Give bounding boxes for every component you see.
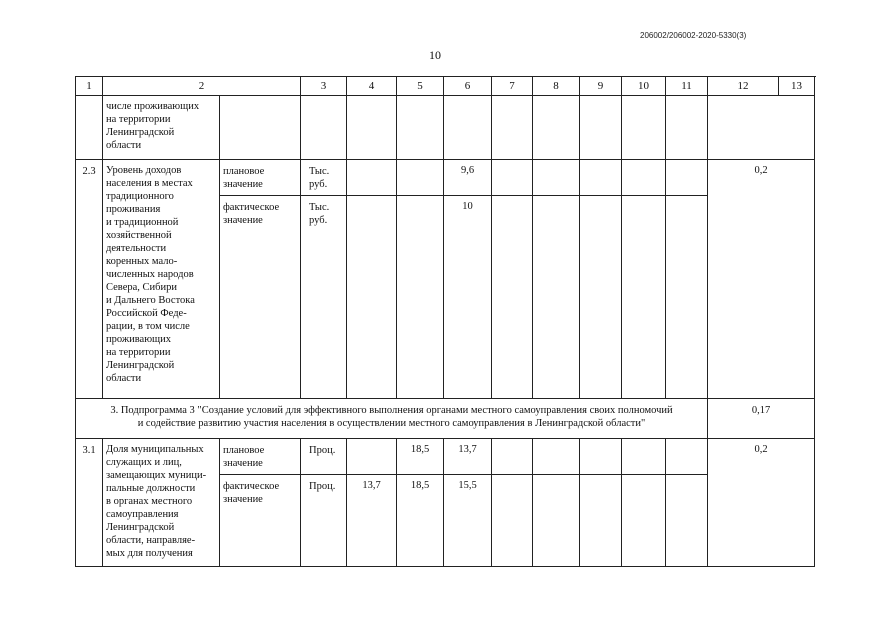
value-cell — [533, 196, 580, 399]
value-cell: 9,6 — [444, 160, 492, 196]
value-cell: 18,5 — [397, 475, 444, 567]
value-cell — [666, 96, 708, 160]
column-header: 5 — [397, 77, 444, 96]
value-cell — [533, 160, 580, 196]
column-header: 8 — [533, 77, 580, 96]
value-cell — [492, 96, 533, 160]
value-cell — [492, 439, 533, 475]
indicator-code: 3.1 — [76, 439, 103, 567]
column-header: 1 — [76, 77, 103, 96]
document-id: 206002/206002-2020-5330(3) — [640, 31, 747, 40]
unit-cell — [301, 96, 347, 160]
column-header: 6 — [444, 77, 492, 96]
kind-cell — [220, 96, 301, 160]
value-cell — [580, 475, 622, 567]
actual-value-label: фактическое значение — [220, 475, 301, 567]
weight-cell: 0,2 — [708, 160, 815, 399]
column-header: 10 — [622, 77, 666, 96]
unit-cell: Тыс. руб. — [301, 160, 347, 196]
unit-cell: Тыс. руб. — [301, 196, 347, 399]
value-cell — [580, 160, 622, 196]
subprogram-title: 3. Подпрограмма 3 "Создание условий для эффективного выполнения органами местного самоуправления своих полномочий и содействие развитию участия населения в осуществлении местного самоуправления в Ленинградской области" — [76, 399, 708, 439]
value-cell — [533, 439, 580, 475]
value-cell — [622, 96, 666, 160]
value-cell — [666, 160, 708, 196]
value-cell — [492, 160, 533, 196]
value-cell — [347, 196, 397, 399]
value-cell: 15,5 — [444, 475, 492, 567]
value-cell — [580, 439, 622, 475]
indicator-name: числе проживающих на территории Ленинградской области — [103, 96, 220, 160]
indicators-table — [75, 76, 815, 567]
column-header: 4 — [347, 77, 397, 96]
column-header: 2 — [103, 77, 301, 96]
value-cell — [533, 475, 580, 567]
column-header: 3 — [301, 77, 347, 96]
value-cell — [347, 160, 397, 196]
value-cell — [622, 439, 666, 475]
value-cell — [492, 196, 533, 399]
table-header-row — [76, 77, 815, 96]
value-cell — [622, 160, 666, 196]
planned-value-label: плановое значение — [220, 160, 301, 196]
value-cell: 13,7 — [347, 475, 397, 567]
column-header: 9 — [580, 77, 622, 96]
value-cell — [580, 196, 622, 399]
table-row-3-1-planned — [76, 439, 815, 475]
value-cell — [397, 196, 444, 399]
weight-cell: 0,2 — [708, 439, 815, 567]
column-header: 11 — [666, 77, 708, 96]
column-header: 12 — [708, 77, 779, 96]
value-cell — [666, 439, 708, 475]
value-cell — [347, 439, 397, 475]
column-header: 7 — [492, 77, 533, 96]
weight-cell — [708, 96, 815, 160]
table-row-subprogram-3 — [76, 399, 815, 439]
indicator-name: Уровень доходов населения в местах традиционного проживания и традиционной хозяйственной деятельности коренных мало- численных народов Севера, Сибири и Дальнего Востока Российской Феде- рации, в том числе проживающих на территории Ленинградской области — [103, 160, 220, 399]
indicator-name: Доля муниципальных служащих и лиц, замещающих муници- пальные должности в органах местного самоуправления Ленинградской области, направляе- мых для получения — [103, 439, 220, 567]
value-cell: 18,5 — [397, 439, 444, 475]
table-row-2-3-planned — [76, 160, 815, 196]
value-cell — [397, 160, 444, 196]
unit-cell: Проц. — [301, 439, 347, 475]
value-cell: 13,7 — [444, 439, 492, 475]
actual-value-label: фактическое значение — [220, 196, 301, 399]
value-cell — [444, 96, 492, 160]
table-row-continuation — [76, 96, 815, 160]
page-number: 10 — [429, 48, 441, 62]
value-cell — [347, 96, 397, 160]
value-cell — [666, 475, 708, 567]
value-cell — [492, 475, 533, 567]
value-cell — [622, 196, 666, 399]
value-cell — [666, 196, 708, 399]
unit-cell: Проц. — [301, 475, 347, 567]
value-cell: 10 — [444, 196, 492, 399]
value-cell — [533, 96, 580, 160]
indicator-code: 2.3 — [76, 160, 103, 399]
value-cell — [580, 96, 622, 160]
weight-cell: 0,17 — [708, 399, 815, 439]
value-cell — [622, 475, 666, 567]
column-header: 13 — [779, 77, 815, 96]
code-cell — [76, 96, 103, 160]
value-cell — [397, 96, 444, 160]
planned-value-label: плановое значение — [220, 439, 301, 475]
